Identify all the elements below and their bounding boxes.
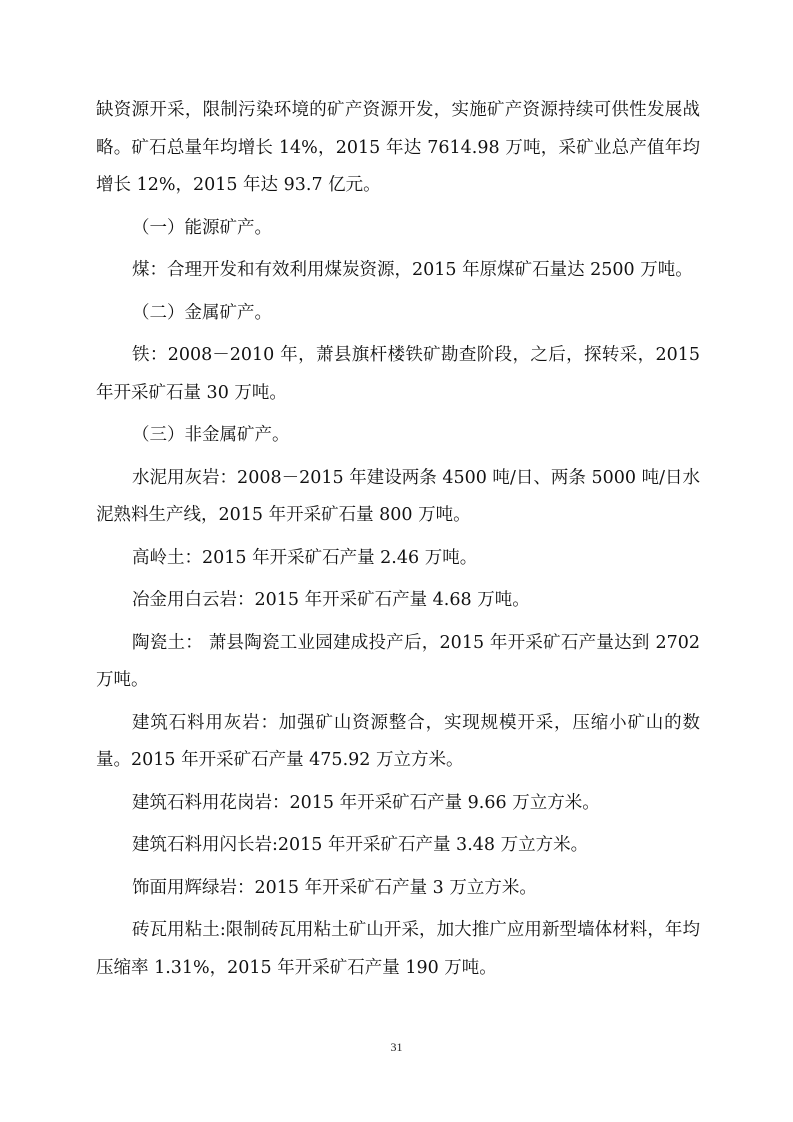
heading-nonmetal-minerals: （三）非金属矿产。 bbox=[132, 425, 290, 445]
paragraph-coal: 煤：合理开发和有效利用煤炭资源，2015 年原煤矿石量达 2500 万吨。 bbox=[132, 260, 693, 280]
paragraph-mining-strategy: 缺资源开采，限制污染环境的矿产资源开发，实施矿产资源持续可供性发展战略。矿石总量年均增长 14%，2015 年达 7614.98 万吨，采矿业总产值年均增长 12%，2015 年达 93.7 亿元。 bbox=[96, 100, 700, 195]
paragraph-cement-limestone: 水泥用灰岩：2008－2015 年建设两条 4500 吨/日、两条 5000 吨/日水泥熟料生产线，2015 年开采矿石量 800 万吨。 bbox=[96, 467, 700, 525]
paragraph-facing-diabase: 饰面用辉绿岩：2015 年开采矿石产量 3 万立方米。 bbox=[132, 877, 537, 898]
heading-energy-minerals: （一）能源矿产。 bbox=[132, 217, 272, 238]
paragraph-ceramic-clay: 陶瓷土： 萧县陶瓷工业园建成投产后，2015 年开采矿石产量达到 2702 万吨。 bbox=[96, 632, 700, 690]
paragraph-building-limestone: 建筑石料用灰岩：加强矿山资源整合，实现规模开采，压缩小矿山的数量。2015 年开采矿石产量 475.92 万立方米。 bbox=[96, 712, 700, 770]
paragraph-brick-clay: 砖瓦用粘土:限制砖瓦用粘土矿山开采，加大推广应用新型墙体材料，年均压缩率 1.31%，2015 年开采矿石产量 190 万吨。 bbox=[96, 920, 700, 978]
paragraph-kaolin: 高岭土：2015 年开采矿石产量 2.46 万吨。 bbox=[132, 547, 478, 568]
paragraph-building-granite: 建筑石料用花岗岩：2015 年开采矿石产量 9.66 万立方米。 bbox=[132, 792, 600, 813]
heading-metal-minerals: （二）金属矿产。 bbox=[132, 302, 272, 323]
document-body bbox=[96, 92, 700, 992]
paragraph-iron: 铁：2008－2010 年，萧县旗杆楼铁矿勘查阶段，之后，探转采，2015 年开采矿石量 30 万吨。 bbox=[96, 345, 700, 403]
page-number: 31 bbox=[390, 1040, 403, 1054]
paragraph-metallurgical-dolomite: 冶金用白云岩：2015 年开采矿石产量 4.68 万吨。 bbox=[132, 590, 530, 610]
paragraph-building-diorite: 建筑石料用闪长岩:2015 年开采矿石产量 3.48 万立方米。 bbox=[132, 835, 589, 855]
